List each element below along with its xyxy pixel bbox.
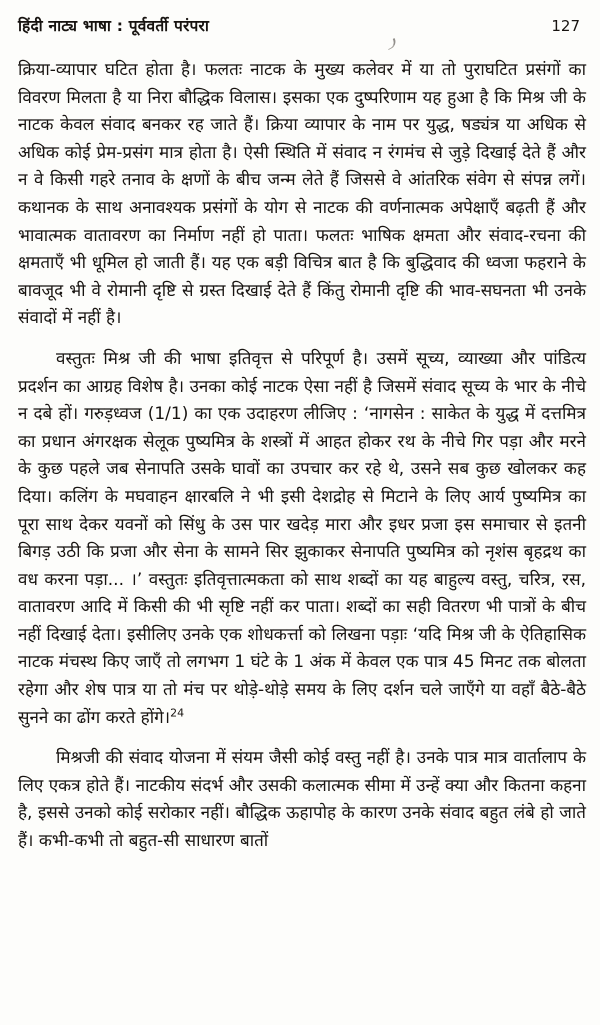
paragraph-3-text: मिश्रजी की संवाद योजना में संयम जैसी कोई वस्तु नहीं है। उनके पात्र मात्र वार्तालाप के लिए एकत्र होते हैं। नाटकीय संदर्भ और उसकी कलात्मक सीमा में उन्हें क्या और कितना कहना है, इससे उनको कोई सरोकार नहीं। बौद्धिक ऊहापोह के कारण उनके संवाद बहुत लंबे हो जाते हैं। कभी-कभी तो बहुत-सी साधारण बातों [18, 748, 586, 852]
scan-smudge-artifact [385, 38, 398, 50]
footnote-reference-24: 24 [170, 706, 185, 719]
paragraph-2 [18, 346, 586, 732]
paragraph-2-text: वस्तुतः मिश्र जी की भाषा इतिवृत्त से परिपूर्ण है। उसमें सूच्य, व्याख्या और पांडित्य प्रदर्शन का आग्रह विशेष है। उनका कोई नाटक ऐसा नहीं है जिसमें संवाद सूच्य के भार के नीचे न दबे हों। गरुड़ध्वज (1/1) का एक उदाहरण लीजिए : ‘नागसेन : साकेत के युद्ध में दत्तमित्र का प्रधान अंगरक्षक सेलूक पुष्यमित्र के शस्त्रों में आहत होकर रथ के नीचे गिर पड़ा और मरने के कुछ पहले जब सेनापति उसके घावों का उपचार कर रहे थे, उसने सब कुछ खोलकर कह दिया। कलिंग के मघवाहन क्षारबलि ने भी इसी देशद्रोह से मिटाने के लिए आर्य पुष्यमित्र का पूरा साथ देकर यवनों को सिंधु के उस पार खदेड़ मारा और इधर प्रजा इस समाचार से इतनी बिगड़ उठी कि प्रजा और सेना के सामने सिर झुकाकर सेनापति पुष्यमित्र को नृशंस बृहद्रथ का वध करना पड़ा... ।’ वस्तुतः इतिवृत्तात्मकता को साथ शब्दों का यह बाहुल्य वस्तु, चरित्र, रस, वातावरण आदि में किसी की भी सृष्टि नहीं कर पाता। शब्दों का सही वितरण भी पात्रों के बीच नहीं दिखाई देता। इसीलिए उनके एक शोधकर्त्ता को लिखना पड़ाः ‘यदि मिश्र जी के ऐतिहासिक नाटक मंचस्थ किए जाएँ तो लगभग 1 घंटे के 1 अंक में केवल एक पात्र 45 मिनट तक बोलता रहेगा और शेष पात्र या तो मंच पर थोड़े-थोड़े समय के लिए दर्शन चले जाएँगे या वहाँ बैठे-बैठे सुनने का ढोंग करते होंगे। [18, 348, 586, 728]
paragraph-1-text: क्रिया-व्यापार घटित होता है। फलतः नाटक के मुख्य कलेवर में या तो पुराघटित प्रसंगों का विवरण मिलता है या निरा बौद्धिक विलास। इसका एक दुष्परिणाम यह हुआ है कि मिश्र जी के नाटक केवल संवाद बनकर रह जाते हैं। क्रिया व्यापार के नाम पर युद्ध, षड्यंत्र या अधिक से अधिक कोई प्रेम-प्रसंग मात्र होता है। ऐसी स्थिति में संवाद न रंगमंच से जुड़े दिखाई देते हैं और न वे किसी गहरे तनाव के क्षणों के बीच जन्म लेते हैं जिससे वे आंतरिक संवेग से संपन्न लगें। कथानक के साथ अनावश्यक प्रसंगों के योग से नाटक की वर्णनात्मक अपेक्षाएँ बढ़ती हैं और भावात्मक वातावरण का निर्माण नहीं हो पाता। फलतः भाषिक क्षमता और संवाद-रचना की क्षमताएँ भी धूमिल हो जाती हैं। यह एक बड़ी विचित्र बात है कि बुद्धिवाद की ध्वजा फहराने के बावजूद भी वे रोमानी दृष्टि से ग्रस्त दिखाई देते हैं किंतु रोमानी दृष्टि की भाव-सघनता भी उनके संवादों में नहीं है। [18, 60, 586, 329]
paragraph-1 [18, 57, 586, 333]
page-body-text [18, 57, 586, 856]
page-number: 127 [551, 17, 580, 35]
paragraph-3 [18, 745, 586, 855]
running-title: हिंदी नाट्य भाषा : पूर्ववर्ती परंपरा [18, 17, 210, 35]
page-header [18, 14, 586, 36]
